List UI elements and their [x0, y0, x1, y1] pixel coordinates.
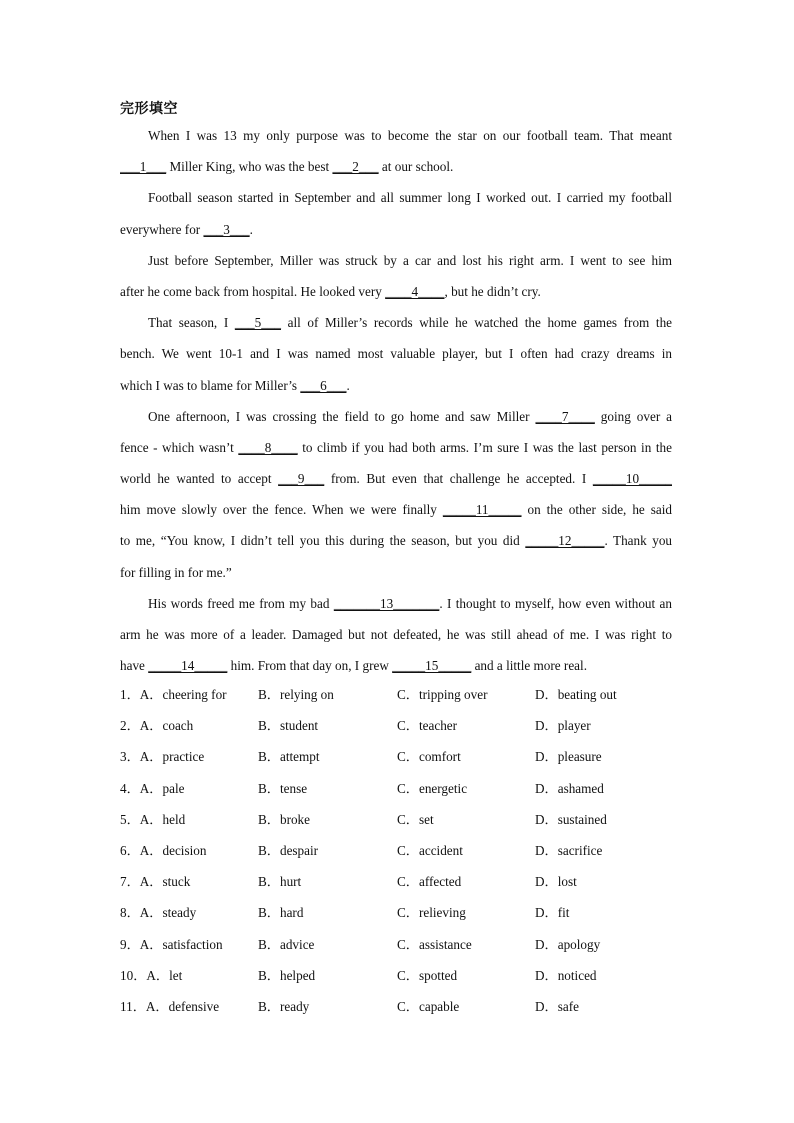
question-number: 1． [120, 687, 140, 702]
passage-text: fence - which wasn’t [120, 439, 239, 455]
option-c[interactable]: C．accident [397, 842, 463, 858]
answer-blank: _____10_____ [592, 471, 672, 487]
question-row [120, 710, 680, 741]
passage-text: for filling in for me.” [120, 564, 232, 580]
answer-blank: _______13_______ [333, 595, 440, 611]
option-d[interactable]: D．sustained [535, 811, 607, 827]
option-c[interactable]: C．spotted [397, 967, 458, 983]
passage-text: on the other side, he said [521, 502, 672, 518]
option-c[interactable]: C．tripping over [397, 687, 488, 702]
question-number: 11． [120, 998, 146, 1014]
option-b[interactable]: B．ready [258, 998, 310, 1014]
passage-text: . Thank you [604, 533, 672, 549]
option-b[interactable]: B．hard [258, 905, 304, 921]
option-d[interactable]: D．player [535, 718, 591, 734]
option-d[interactable]: D．lost [535, 874, 577, 890]
passage-text: after he come back from hospital. He looked very [120, 283, 386, 299]
passage-text: That season, I [148, 315, 235, 331]
passage-line [120, 401, 672, 432]
option-c[interactable]: C．affected [397, 874, 462, 890]
passage-text: . [346, 377, 350, 393]
passage-text: and a little more real. [471, 658, 587, 674]
passage-text: to climb if you had both arms. I’m sure I was the last person in the [297, 439, 672, 455]
question-number: 3． [120, 749, 140, 765]
answer-blank: ____7____ [535, 408, 595, 424]
passage-line [120, 650, 672, 681]
option-a[interactable]: A．let [146, 967, 183, 983]
question-number-and-option-a[interactable] [120, 835, 206, 866]
passage-text: . I thought to myself, how even without an [439, 595, 672, 611]
answer-blank: _____15_____ [392, 658, 472, 674]
passage-line [120, 463, 672, 494]
question-number-and-option-a[interactable] [120, 960, 182, 991]
answer-blank: ____8____ [238, 439, 298, 455]
option-b[interactable]: B．advice [258, 936, 315, 952]
question-list [120, 679, 680, 1022]
option-b[interactable]: B．attempt [258, 749, 320, 765]
option-b[interactable]: B．broke [258, 811, 311, 827]
question-row [120, 679, 680, 710]
passage-text: His words freed me from my bad [148, 595, 334, 611]
option-a[interactable]: A．stuck [139, 874, 191, 890]
answer-blank: _____14_____ [148, 658, 228, 674]
passage-line [120, 214, 672, 245]
passage-text: going over a [594, 408, 672, 424]
passage-text: at our school. [378, 159, 454, 175]
passage-text: Miller King, who was the best [166, 159, 333, 175]
option-d[interactable]: D．apology [535, 936, 601, 952]
question-row [120, 960, 680, 991]
option-a[interactable]: A．satisfaction [139, 936, 223, 952]
option-a[interactable]: A．coach [139, 718, 194, 734]
passage-line [120, 370, 672, 401]
question-row [120, 991, 680, 1022]
option-b[interactable]: B．tense [258, 780, 308, 796]
question-number: 7． [120, 874, 140, 890]
question-row [120, 741, 680, 772]
option-a[interactable]: A．practice [139, 749, 205, 765]
passage-line [120, 120, 672, 151]
option-a[interactable]: A．steady [139, 905, 197, 921]
passage-text: everywhere for [120, 221, 204, 237]
option-b[interactable]: B．despair [258, 842, 319, 858]
question-number-and-option-a[interactable] [120, 710, 193, 741]
passage-line [120, 276, 672, 307]
question-number: 4． [120, 780, 140, 796]
question-row [120, 897, 680, 928]
question-number: 9． [120, 936, 140, 952]
answer-blank: ___9___ [278, 471, 325, 487]
option-b[interactable]: B．hurt [258, 874, 302, 890]
option-c[interactable]: C．energetic [397, 780, 468, 796]
option-a[interactable]: A．cheering for [139, 687, 227, 702]
option-a[interactable]: A．held [139, 811, 186, 827]
option-a[interactable]: A．defensive [145, 998, 220, 1014]
question-number-and-option-a[interactable] [120, 679, 227, 710]
passage-line [120, 182, 672, 213]
passage-text: him move slowly over the fence. When we were finally [120, 502, 443, 518]
question-number-and-option-a[interactable] [120, 929, 223, 960]
passage-text: him. From that day on, I grew [227, 658, 393, 674]
question-row [120, 835, 680, 866]
passage-text: Football season started in September and all summer long I worked out. I carried my football [148, 190, 672, 206]
section-heading: 完形填空 [120, 101, 178, 117]
passage-text: When I was 13 my only purpose was to become the star on our football team. That meant [148, 128, 672, 143]
cloze-passage [120, 120, 672, 681]
answer-blank: ___3___ [203, 221, 250, 237]
option-d[interactable]: D．beating out [535, 687, 617, 702]
passage-line [120, 588, 672, 619]
answer-blank: ___6___ [300, 377, 347, 393]
passage-text: Just before September, Miller was struck by a car and lost his right arm. I went to see him [148, 252, 672, 268]
question-number: 2． [120, 718, 140, 734]
answer-blank: ___5___ [234, 315, 281, 331]
option-b[interactable]: B．helped [258, 967, 316, 983]
question-number-and-option-a[interactable] [120, 804, 185, 835]
passage-text: , but he didn’t cry. [444, 283, 541, 299]
question-number: 8． [120, 905, 140, 921]
passage-text: arm he was more of a leader. Damaged but not defeated, he was still ahead of me. I was right to [120, 627, 672, 642]
answer-blank: ___2___ [332, 159, 379, 175]
answer-blank: ___1___ [120, 159, 167, 175]
option-b[interactable]: B．relying on [258, 687, 334, 702]
passage-line [120, 151, 672, 182]
passage-text: which I was to blame for Miller’s [120, 377, 301, 393]
option-c[interactable]: C．relieving [397, 905, 466, 921]
question-number-and-option-a[interactable] [120, 897, 196, 928]
passage-line [120, 307, 672, 338]
question-number-and-option-a[interactable] [120, 866, 190, 897]
passage-text: to me, “You know, I didn’t tell you this during the season, but you did [120, 533, 526, 549]
option-c[interactable]: C．assistance [397, 936, 472, 952]
question-row [120, 804, 680, 835]
passage-line [120, 338, 672, 369]
question-row [120, 866, 680, 897]
passage-text: have [120, 658, 149, 674]
answer-blank: _____12_____ [525, 533, 605, 549]
option-c[interactable]: C．comfort [397, 749, 461, 765]
passage-text: from. But even that challenge he accepted. I [324, 471, 593, 487]
question-number: 6． [120, 842, 140, 858]
passage-line [120, 494, 672, 525]
question-number: 10． [120, 967, 147, 983]
option-a[interactable]: A．pale [139, 780, 185, 796]
answer-blank: ____4____ [385, 283, 445, 299]
option-d[interactable]: D．noticed [535, 967, 597, 983]
option-d[interactable]: D．ashamed [535, 780, 604, 796]
option-c[interactable]: C．set [397, 811, 434, 827]
option-d[interactable]: D．fit [535, 905, 570, 921]
option-c[interactable]: C．teacher [397, 718, 458, 734]
passage-line [120, 245, 672, 276]
passage-line [120, 557, 672, 588]
option-c[interactable]: C．capable [397, 998, 460, 1014]
option-b[interactable]: B．student [258, 718, 319, 734]
passage-text: One afternoon, I was crossing the field to go home and saw Miller [148, 408, 536, 424]
passage-text: . [249, 221, 253, 237]
option-d[interactable]: D．pleasure [535, 749, 602, 765]
passage-text: world he wanted to accept [120, 471, 279, 487]
passage-line [120, 619, 672, 650]
question-number: 5． [120, 811, 140, 827]
question-row [120, 773, 680, 804]
option-a[interactable]: A．decision [139, 842, 207, 858]
option-d[interactable]: D．safe [535, 998, 579, 1014]
question-number-and-option-a[interactable] [120, 741, 204, 772]
question-row [120, 929, 680, 960]
answer-blank: _____11_____ [442, 502, 522, 518]
question-number-and-option-a[interactable] [120, 773, 184, 804]
passage-line [120, 525, 672, 556]
passage-text: all of Miller’s records while he watched the home games from the [281, 315, 672, 331]
passage-text: bench. We went 10-1 and I was named most valuable player, but I often had crazy dreams in [120, 346, 672, 362]
question-number-and-option-a[interactable] [120, 991, 219, 1022]
option-d[interactable]: D．sacrifice [535, 842, 603, 858]
passage-line [120, 432, 672, 463]
